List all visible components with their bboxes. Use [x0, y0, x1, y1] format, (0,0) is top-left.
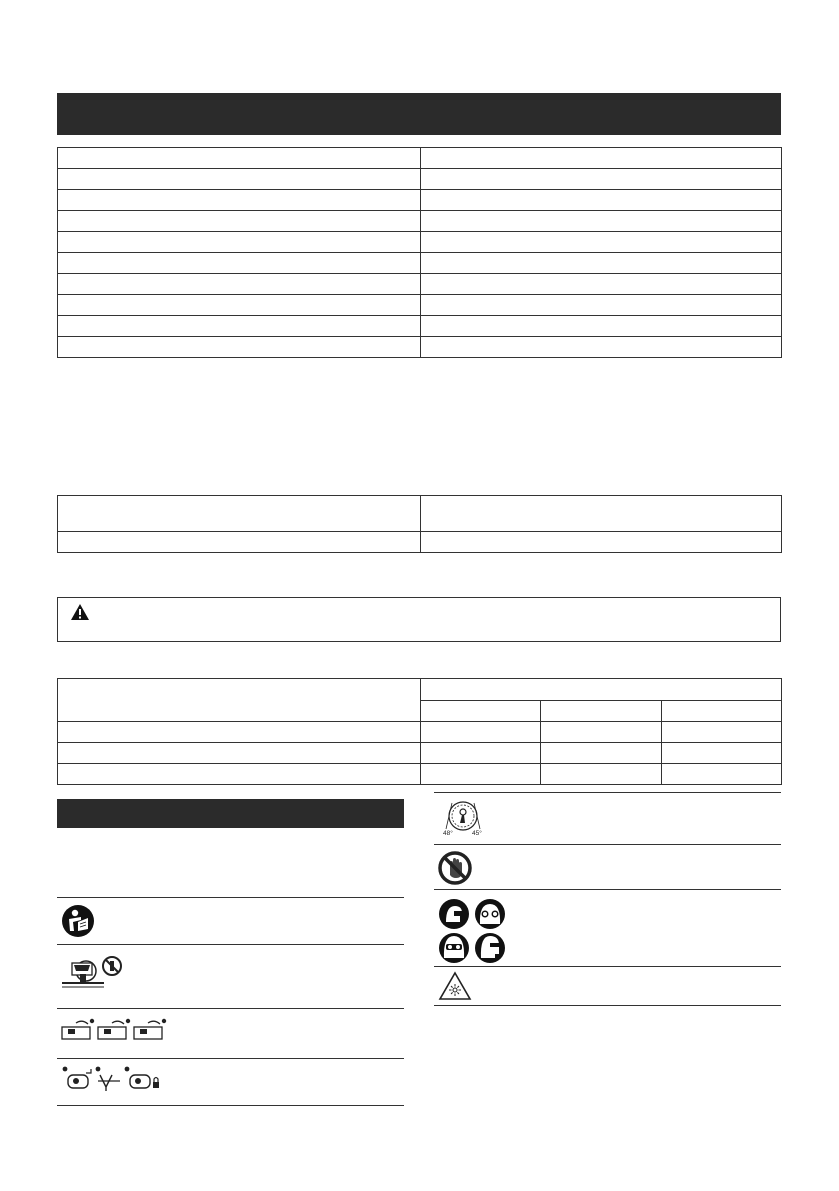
table-cell	[58, 232, 421, 253]
table-cell	[421, 190, 782, 211]
table-cell	[421, 274, 782, 295]
table-cell	[662, 700, 782, 722]
table-cell	[58, 679, 421, 722]
table-cell	[58, 532, 421, 553]
symbol-row	[57, 897, 404, 944]
table-row	[58, 169, 782, 190]
saw-keep-away-icon	[60, 951, 124, 993]
table-cell	[421, 316, 782, 337]
table-cell	[58, 337, 421, 358]
symbols-list-right	[434, 792, 781, 1006]
no-hands-icon	[438, 851, 472, 885]
laser-warning-icon	[438, 971, 472, 1001]
table-row	[58, 274, 782, 295]
symbol-row	[434, 844, 781, 889]
specifications-table	[57, 147, 782, 358]
table-cell	[541, 743, 662, 764]
table-row	[58, 764, 782, 785]
table-cell	[58, 722, 421, 743]
table-cell	[421, 764, 541, 785]
table-cell	[58, 274, 421, 295]
symbols-list-left	[57, 897, 404, 1106]
table-cell	[421, 337, 782, 358]
table-cell	[421, 722, 541, 743]
table-row	[58, 295, 782, 316]
table-cell	[421, 743, 541, 764]
specifications-header-bar	[57, 93, 781, 135]
table-cell	[421, 232, 782, 253]
angle-left-label: 48°	[443, 830, 453, 837]
symbol-row	[434, 792, 781, 844]
table-cell	[421, 496, 782, 532]
table-row	[58, 532, 782, 553]
table-cell	[58, 169, 421, 190]
noise-table	[57, 495, 782, 553]
bevel-angle-icon	[438, 799, 488, 839]
table-cell	[421, 679, 782, 701]
table-cell	[421, 295, 782, 316]
table-cell	[58, 211, 421, 232]
table-row	[58, 211, 782, 232]
table-cell	[58, 148, 421, 169]
table-cell	[541, 700, 662, 722]
read-manual-icon	[61, 904, 95, 938]
symbol-row	[434, 889, 781, 966]
table-row	[58, 316, 782, 337]
table-cell	[58, 316, 421, 337]
table-cell	[662, 722, 782, 743]
symbols-header-bar	[57, 799, 404, 828]
table-cell	[662, 743, 782, 764]
table-cell	[541, 722, 662, 743]
table-row	[58, 337, 782, 358]
cutting-sequence-icon	[60, 1017, 168, 1043]
symbol-row	[57, 1058, 404, 1106]
table-row	[58, 190, 782, 211]
table-cell	[421, 700, 541, 722]
angle-right-label: 45°	[472, 830, 482, 837]
table-row	[58, 743, 782, 764]
table-row	[58, 148, 782, 169]
table-row	[58, 679, 782, 701]
warning-box	[57, 597, 781, 642]
blade-lock-sequence-icon	[60, 1065, 164, 1093]
table-cell	[58, 295, 421, 316]
table-cell	[421, 148, 782, 169]
table-row	[58, 253, 782, 274]
table-cell	[58, 190, 421, 211]
table-row	[58, 722, 782, 743]
table-cell	[421, 532, 782, 553]
table-cell	[421, 211, 782, 232]
table-cell	[58, 743, 421, 764]
table-cell	[541, 764, 662, 785]
table-cell	[58, 496, 421, 532]
table-cell	[421, 253, 782, 274]
symbol-row	[57, 944, 404, 1008]
table-cell	[58, 253, 421, 274]
symbol-row	[57, 1008, 404, 1058]
table-cell	[662, 764, 782, 785]
table-row	[58, 232, 782, 253]
table-row	[58, 496, 782, 532]
ppe-required-icon	[438, 898, 508, 964]
symbol-row	[434, 966, 781, 1006]
table-cell	[58, 764, 421, 785]
vibration-table	[57, 678, 782, 785]
warning-triangle-icon	[70, 603, 90, 621]
table-cell	[421, 169, 782, 190]
